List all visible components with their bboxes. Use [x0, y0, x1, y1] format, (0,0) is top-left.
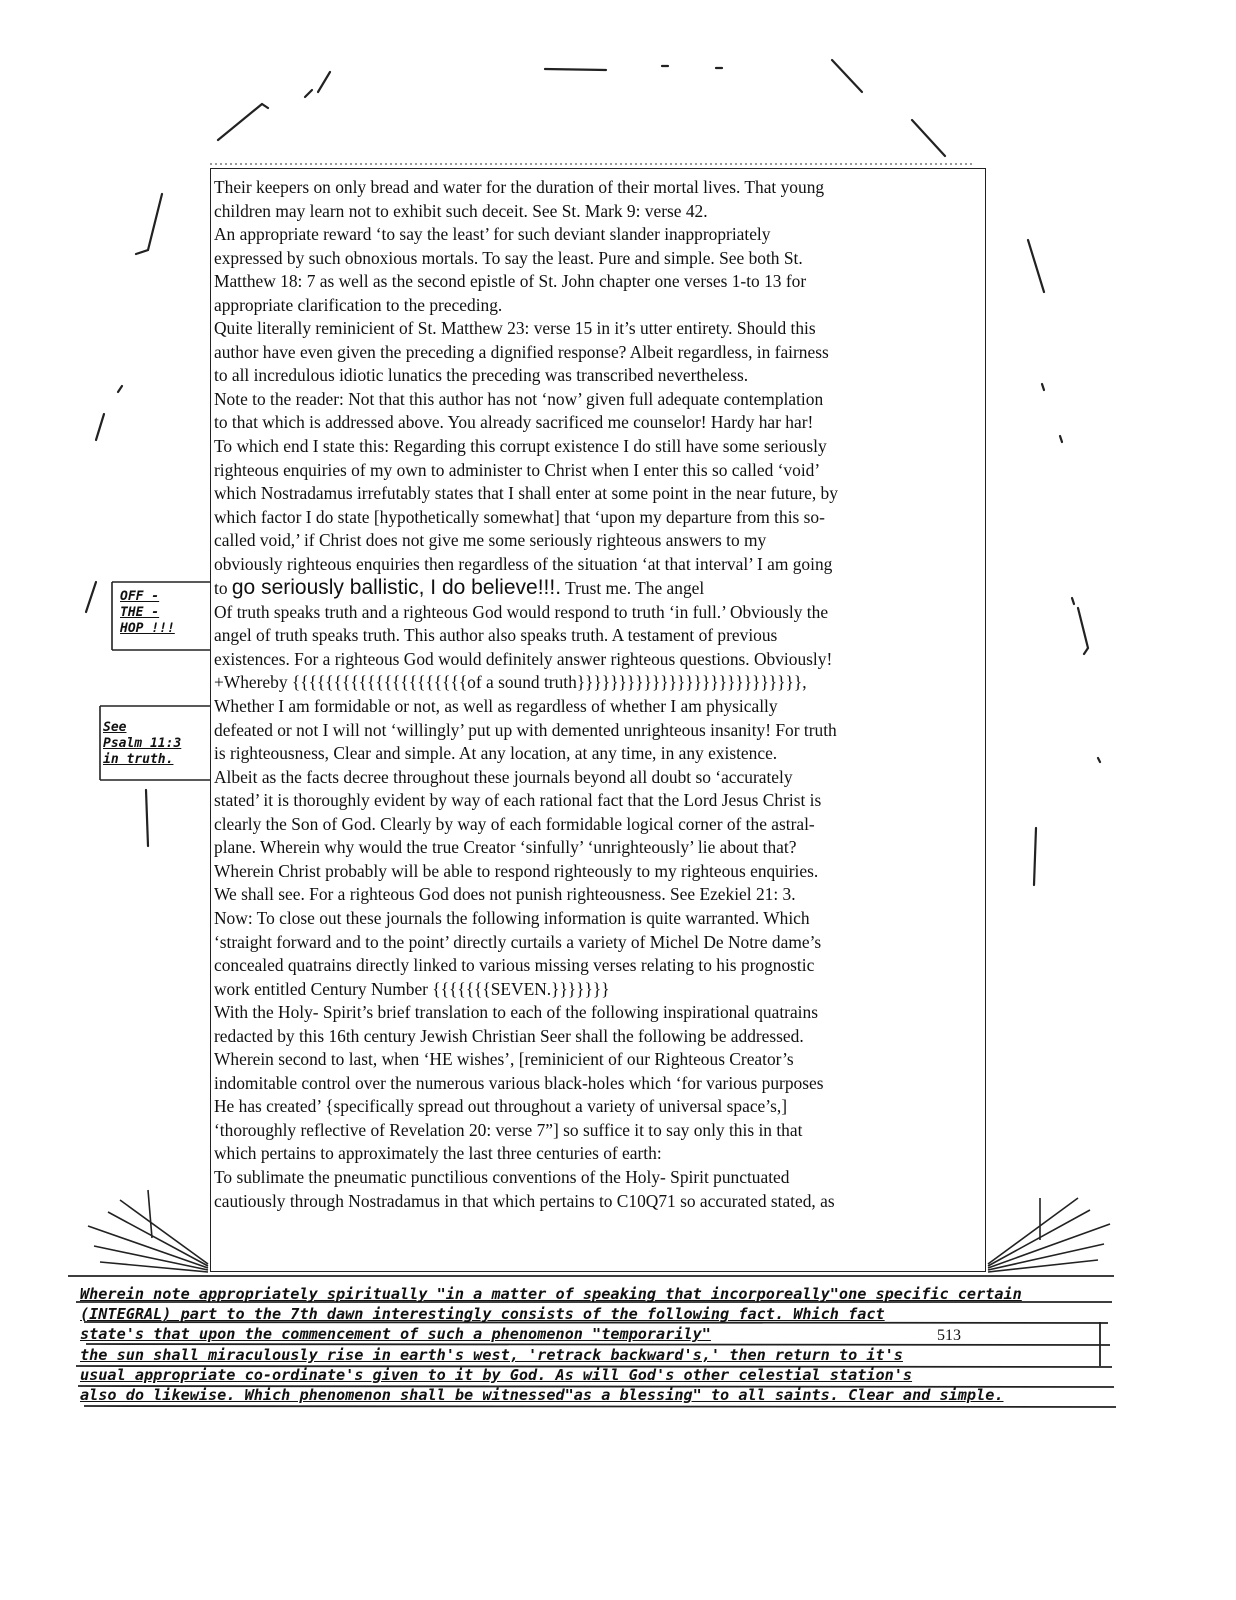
body-line: which Nostradamus irrefutably states that I shall enter at some point in the near future, by [214, 483, 838, 504]
body-line: author have even given the preceding a dignified response? Albeit regardless, in fairness [214, 341, 829, 362]
body-line: is righteousness, Clear and simple. At any location, at any time, in any existence. [214, 743, 778, 764]
margin-note-line: OFF - [120, 589, 160, 604]
body-line: Wherein second to last, when ‘HE wishes’, [reminicient of our Righteous Creator’s [214, 1049, 794, 1070]
body-line: Whether I am formidable or not, as well as regardless of whether I am physically [214, 696, 778, 717]
page-number: 513 [937, 1327, 961, 1344]
body-line: to all incredulous idiotic lunatics the preceding was transcribed nevertheless. [214, 365, 749, 386]
body-line: children may learn not to exhibit such deceit. See St. Mark 9: verse 42. [214, 200, 708, 221]
body-line: Matthew 18: 7 as well as the second epistle of St. John chapter one verses 1-to 13 for [214, 271, 807, 292]
handwritten-line: state's that upon the commencement of such a phenomenon "temporarily" [80, 1325, 711, 1344]
margin-note-psalm [103, 720, 205, 768]
body-line: To sublimate the pneumatic punctilious conventions of the Holy- Spirit punctuated [214, 1166, 790, 1187]
ballistic-tail: Trust me. The angel [561, 578, 705, 599]
handwritten-line: the sun shall miraculously rise in earth's west, 'retrack backward's,' then return to it's [80, 1345, 903, 1364]
ballistic-lead: to [214, 578, 232, 599]
body-line: Of truth speaks truth and a righteous God would respond to truth ‘in full.’ Obviously the [214, 601, 829, 622]
body-line: to that which is addressed above. You already sacrificed me counselor! Hardy har har! [214, 412, 814, 433]
body-line: called void,’ if Christ does not give me some seriously righteous answers to my [214, 530, 767, 551]
body-line: Note to the reader: Not that this author has not ‘now’ given full adequate contemplation [214, 388, 824, 409]
body-line: angel of truth speaks truth. This author also speaks truth. A testament of previous [214, 625, 778, 646]
margin-note-line: HOP !!! [120, 621, 175, 636]
body-line: With the Holy- Spirit’s brief translation to each of the following inspirational quatrains [214, 1002, 818, 1023]
body-line: which factor I do state [hypothetically somewhat] that ‘upon my departure from this so- [214, 506, 825, 527]
margin-note-line: THE - [120, 605, 160, 620]
margin-note-off-the-hop [120, 589, 206, 637]
handwritten-footnote [80, 1284, 1120, 1405]
body-line: clearly the Son of God. Clearly by way of each formidable logical corner of the astral- [214, 813, 815, 834]
handwritten-line: also do likewise. Which phenomenon shall be witnessed"as a blessing" to all saints. Clear and simple. [80, 1386, 1004, 1405]
ballistic-line [214, 576, 974, 601]
body-line: indomitable control over the numerous various black-holes which ‘for various purposes [214, 1072, 824, 1093]
journal-body-text [214, 176, 974, 1213]
body-line: To which end I state this: Regarding this corrupt existence I do still have some seriously [214, 436, 827, 457]
body-line: An appropriate reward ‘to say the least’ for such deviant slander inappropriately [214, 224, 771, 245]
body-line: plane. Wherein why would the true Creator ‘sinfully’ ‘unrighteously’ lie about that? [214, 837, 797, 858]
body-line: Their keepers on only bread and water for the duration of their mortal lives. That young [214, 177, 825, 197]
handwritten-line: usual appropriate co-ordinate's given to it by God. As will God's other celestial station's [80, 1365, 913, 1384]
body-line: righteous enquiries of my own to administer to Christ when I enter this so called ‘void’ [214, 459, 821, 480]
body-line: Now: To close out these journals the following information is quite warranted. Which [214, 907, 810, 928]
body-line: Albeit as the facts decree throughout these journals beyond all doubt so ‘accurately [214, 766, 793, 787]
body-line: work entitled Century Number {{{{{{{SEVEN.}}}}}}} [214, 978, 610, 999]
body-line: defeated or not I will not ‘willingly’ put up with demented unrighteous insanity! For truth [214, 719, 837, 740]
handwritten-line: Wherein note appropriately spiritually "in a matter of speaking that incorporeally"one specific certain [80, 1285, 1022, 1303]
handwritten-line: (INTEGRAL) part to the 7th dawn interestingly consists of the following fact. Which fact [80, 1305, 885, 1324]
body-line: He has created’ {specifically spread out throughout a variety of universal space’s,] [214, 1096, 787, 1117]
body-line: Wherein Christ probably will be able to respond righteously to my righteous enquiries. [214, 860, 819, 881]
ballistic-emphasis: go seriously ballistic, I do believe!!!. [231, 576, 562, 600]
body-line: concealed quatrains directly linked to various missing verses relating to his prognostic [214, 955, 815, 976]
body-line: appropriate clarification to the preceding. [214, 294, 503, 315]
body-line: expressed by such obnoxious mortals. To say the least. Pure and simple. See both St. [214, 247, 803, 268]
body-line: ‘thoroughly reflective of Revelation 20: verse 7”] so suffice it to say only this in that [214, 1119, 803, 1140]
body-line: We shall see. For a righteous God does not punish righteousness. See Ezekiel 21: 3. [214, 884, 796, 905]
body-line: which pertains to approximately the last three centuries of earth: [214, 1143, 662, 1164]
body-line: Quite literally reminicient of St. Matthew 23: verse 15 in it’s utter entirety. Should this [214, 318, 816, 339]
body-line: +Whereby {{{{{{{{{{{{{{{{{{{{{of a sound truth}}}}}}}}}}}}}}}}}}}}}}}}}}}, [214, 672, 807, 693]
body-line: obviously righteous enquiries then regardless of the situation ‘at that interval’ I am going [214, 553, 833, 574]
margin-note-line: See [103, 720, 127, 735]
body-line: redacted by this 16th century Jewish Christian Seer shall the following be addressed. [214, 1025, 804, 1046]
margin-note-line: Psalm 11:3 [103, 736, 182, 751]
margin-note-line: in truth. [103, 752, 174, 767]
body-line: existences. For a righteous God would definitely answer righteous questions. Obviously! [214, 648, 833, 669]
body-line: cautiously through Nostradamus in that which pertains to C10Q71 so accurated stated, as [214, 1190, 835, 1211]
body-line: stated’ it is thoroughly evident by way of each rational fact that the Lord Jesus Christ is [214, 790, 822, 811]
body-line: ‘straight forward and to the point’ directly curtails a variety of Michel De Notre dame’s [214, 931, 822, 952]
